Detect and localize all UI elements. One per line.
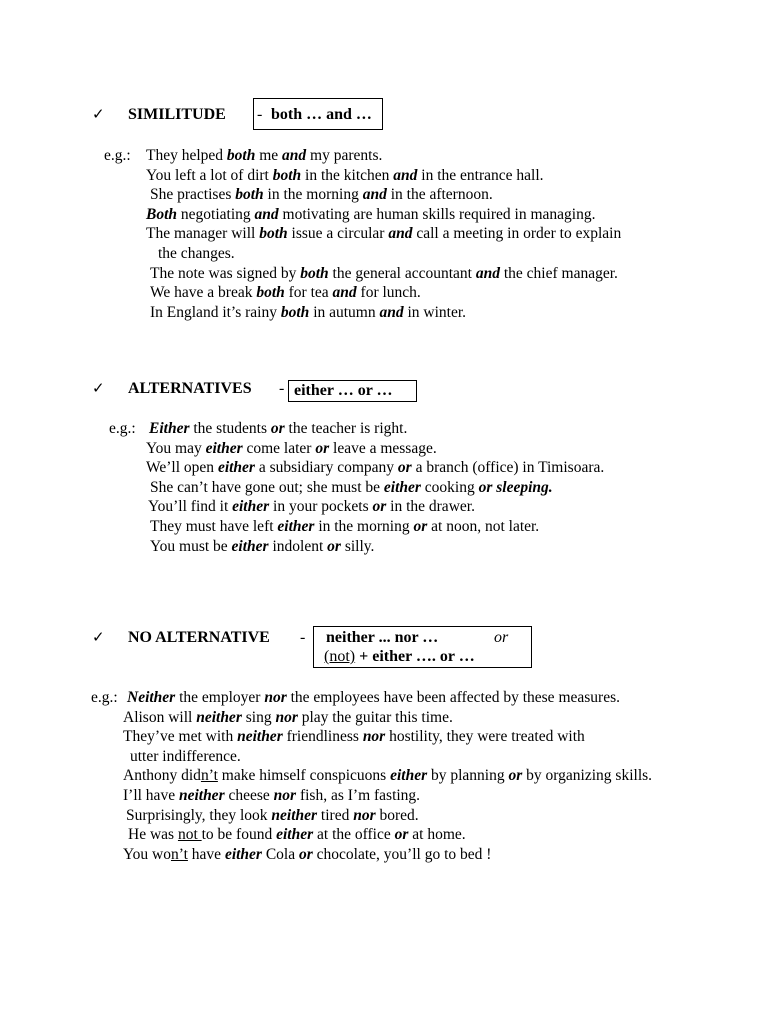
keyword-emphasis — [232, 538, 269, 555]
keyword-emphasis — [413, 518, 427, 535]
keyword: or — [372, 498, 387, 516]
keyword-emphasis — [196, 709, 242, 726]
example-text: hostility, they were treated with — [385, 728, 585, 746]
keyword: and — [282, 147, 307, 164]
keyword: and — [475, 264, 500, 282]
section-title-alternatives: ALTERNATIVES — [128, 380, 252, 397]
example-text: have — [187, 845, 225, 863]
example-text: They’ve met with — [123, 728, 238, 746]
keyword-emphasis — [398, 459, 412, 476]
keyword: nor — [362, 728, 386, 746]
pattern-not: (not) — [324, 648, 356, 665]
keyword-emphasis — [146, 206, 177, 223]
example-line — [146, 205, 595, 224]
keyword: and — [393, 166, 418, 184]
keyword: or sleeping. — [478, 478, 553, 496]
keyword: nor — [353, 806, 376, 824]
example-text: in the drawer. — [386, 498, 475, 516]
example-line — [123, 845, 491, 864]
keyword-emphasis — [264, 689, 286, 706]
keyword: and — [388, 225, 413, 243]
keyword-emphasis — [388, 225, 412, 242]
example-text: She can’t have gone out; she must be — [150, 478, 384, 496]
keyword: both — [280, 303, 310, 321]
keyword-emphasis — [476, 265, 500, 282]
keyword-emphasis — [479, 479, 553, 496]
example-text: You must be — [150, 537, 232, 555]
example-text: in your pockets — [269, 498, 373, 516]
keyword: either — [217, 459, 255, 477]
example-text: in the kitchen — [301, 166, 394, 184]
keyword-emphasis — [333, 284, 357, 301]
keyword: both — [226, 147, 256, 164]
example-text: make himself conspicuons — [217, 767, 391, 785]
keyword-emphasis — [218, 459, 255, 476]
keyword: either — [390, 767, 428, 785]
keyword-emphasis — [299, 846, 313, 863]
example-text: in the morning — [263, 186, 363, 204]
example-line — [150, 517, 539, 536]
example-text: me — [255, 147, 283, 164]
example-text: The manager will — [146, 225, 260, 243]
section-dash: - — [279, 380, 285, 397]
example-text: my parents. — [306, 147, 383, 164]
example-line — [146, 224, 621, 243]
keyword: both — [300, 264, 329, 282]
keyword-emphasis — [353, 807, 375, 824]
example-text: Alison will — [123, 708, 197, 726]
example-text: Surprisingly, they look — [126, 806, 272, 824]
example-text: negotiating — [177, 205, 255, 223]
keyword: or — [397, 459, 412, 477]
example-lead: e.g.: — [91, 689, 118, 706]
checkmark-icon: ✓ — [92, 628, 105, 646]
keyword: Either — [149, 420, 190, 437]
example-text: chocolate, you’ll go to bed ! — [312, 845, 492, 863]
keyword: and — [362, 186, 387, 204]
keyword-emphasis — [232, 498, 269, 515]
pattern-text: either … or … — [294, 382, 393, 399]
example-text: by planning — [427, 767, 509, 785]
example-text: for tea — [284, 284, 333, 302]
keyword-emphasis — [282, 147, 306, 164]
example-text: The note was signed by — [150, 264, 301, 282]
keyword-emphasis — [363, 728, 385, 745]
example-text: the students — [189, 420, 271, 437]
checkmark-icon: ✓ — [92, 379, 105, 397]
example-line — [149, 419, 407, 438]
keyword-emphasis — [390, 767, 427, 784]
keyword: either — [205, 439, 243, 457]
keyword-emphasis — [281, 304, 309, 321]
pattern-text: both … and … — [271, 106, 372, 123]
example-text: the changes. — [158, 245, 235, 262]
pattern-box-alternatives — [288, 380, 417, 402]
keyword: or — [270, 420, 285, 437]
example-text: issue a circular — [287, 225, 389, 243]
keyword: nor — [273, 787, 297, 804]
underlined-text: n’t — [170, 845, 188, 863]
keyword: neither — [178, 787, 225, 804]
example-text: Anthony did — [123, 767, 201, 785]
keyword-emphasis — [259, 225, 287, 242]
example-text: at home. — [408, 826, 466, 844]
example-text: call a meeting in order to explain — [412, 225, 622, 243]
keyword-emphasis — [372, 498, 386, 515]
example-text: the employer — [175, 689, 265, 706]
keyword: or — [327, 537, 341, 555]
keyword: either — [277, 518, 315, 535]
example-text: fish, as I’m fasting. — [296, 787, 421, 804]
keyword: neither — [271, 806, 318, 824]
keyword-emphasis — [127, 689, 175, 706]
pattern-box-no-alternative — [313, 626, 532, 668]
example-text: They helped — [146, 147, 227, 164]
example-text: come later — [242, 439, 316, 457]
underlined-text: not — [177, 826, 202, 844]
example-line — [127, 688, 620, 707]
underlined-text: n’t — [200, 767, 218, 785]
example-text: in the afternoon. — [386, 186, 493, 204]
keyword: or — [315, 439, 330, 457]
pattern-box-similitude — [253, 98, 383, 130]
keyword: nor — [275, 708, 298, 726]
keyword: both — [256, 284, 285, 302]
keyword-emphasis — [227, 147, 255, 164]
keyword-emphasis — [509, 767, 523, 784]
example-text: in winter. — [403, 303, 467, 321]
checkmark-icon: ✓ — [92, 105, 105, 123]
example-text: I’ll have — [123, 787, 179, 804]
example-line — [126, 806, 419, 825]
keyword-emphasis — [274, 787, 296, 804]
keyword: neither — [196, 708, 242, 726]
example-text: at the office — [313, 826, 395, 844]
keyword-emphasis — [149, 420, 189, 437]
example-text: bored. — [375, 806, 419, 824]
example-text: for lunch. — [356, 284, 421, 302]
example-text: indolent — [268, 537, 328, 555]
keyword-emphasis — [179, 787, 225, 804]
example-line — [146, 439, 437, 458]
keyword-emphasis — [206, 440, 243, 457]
pattern-line-2 — [324, 648, 475, 666]
example-text: tired — [317, 806, 354, 824]
keyword-emphasis — [235, 186, 263, 203]
example-line — [123, 766, 652, 785]
keyword-emphasis — [363, 186, 387, 203]
keyword: either — [232, 498, 270, 516]
example-text: the general accountant — [328, 264, 476, 282]
keyword: and — [379, 303, 404, 321]
example-text: friendliness — [282, 728, 363, 746]
example-line — [150, 303, 466, 322]
example-lead: e.g.: — [104, 147, 131, 164]
keyword: both — [272, 166, 302, 184]
pattern-text: neither ... nor … — [326, 629, 439, 646]
example-line — [148, 497, 475, 516]
keyword: either — [276, 826, 314, 844]
keyword-emphasis — [380, 304, 404, 321]
example-text: in the entrance hall. — [417, 166, 544, 184]
example-line — [150, 264, 618, 283]
example-text: In England it’s rainy — [150, 303, 281, 321]
example-text: by organizing skills. — [522, 767, 653, 785]
example-text: the chief manager. — [499, 264, 618, 282]
example-line — [150, 283, 421, 302]
example-line — [123, 708, 453, 727]
keyword-emphasis — [277, 518, 314, 535]
example-text: a subsidiary company — [254, 459, 398, 477]
section-dash: - — [300, 629, 306, 646]
keyword-emphasis — [300, 265, 328, 282]
keyword-emphasis — [395, 826, 409, 843]
example-text: You left a lot of dirt — [146, 166, 273, 184]
example-line — [146, 166, 544, 185]
keyword: Neither — [127, 689, 176, 706]
example-text: We have a break — [150, 284, 257, 302]
section-title-similitude: SIMILITUDE — [128, 106, 226, 123]
example-text: cheese — [224, 787, 274, 804]
example-text: a branch (office) in Timisoara. — [411, 459, 605, 477]
example-text: We’ll open — [146, 459, 218, 477]
keyword-emphasis — [327, 538, 341, 555]
example-text: motivating are human skills required in managing. — [278, 205, 596, 223]
example-text: utter indifference. — [130, 747, 241, 765]
example-text: They must have left — [150, 518, 278, 535]
example-line — [150, 537, 374, 556]
example-text: cooking — [420, 478, 479, 496]
example-text: You may — [146, 439, 206, 457]
example-line — [128, 825, 466, 844]
keyword-emphasis — [225, 846, 262, 863]
keyword-emphasis — [393, 167, 417, 184]
example-text: in the morning — [314, 518, 414, 535]
keyword: both — [259, 225, 288, 243]
example-line — [150, 478, 553, 497]
example-text: Cola — [261, 845, 299, 863]
pattern-or: or — [494, 629, 509, 646]
keyword: both — [235, 186, 264, 204]
keyword: and — [254, 205, 279, 223]
example-text: You wo — [123, 845, 171, 863]
section-dash: - — [257, 106, 263, 123]
keyword-emphasis — [315, 440, 329, 457]
keyword: either — [383, 478, 421, 496]
keyword: either — [224, 845, 262, 863]
keyword-emphasis — [271, 420, 285, 437]
keyword-emphasis — [256, 284, 284, 301]
keyword: Both — [146, 205, 178, 223]
keyword-emphasis — [384, 479, 421, 496]
example-text: She practises — [150, 186, 236, 204]
keyword: or — [508, 767, 523, 785]
example-line — [158, 244, 235, 263]
example-line — [123, 727, 585, 746]
keyword: or — [299, 845, 313, 863]
keyword: or — [413, 518, 428, 535]
keyword-emphasis — [273, 167, 301, 184]
example-text: the teacher is right. — [284, 420, 408, 437]
keyword-emphasis — [275, 709, 297, 726]
keyword: and — [332, 284, 357, 302]
example-text: You’ll find it — [148, 498, 233, 516]
keyword-emphasis — [255, 206, 279, 223]
section-title-no-alternative: NO ALTERNATIVE — [128, 629, 270, 646]
example-line — [146, 146, 382, 165]
example-text: silly. — [340, 537, 375, 555]
keyword-emphasis — [237, 728, 283, 745]
keyword: neither — [237, 728, 283, 746]
example-line — [146, 458, 604, 477]
example-text: play the guitar this time. — [297, 708, 453, 726]
keyword-emphasis — [271, 807, 317, 824]
pattern-rest: + either …. or … — [355, 648, 475, 665]
example-line — [150, 185, 493, 204]
example-line — [123, 786, 420, 805]
example-line — [130, 747, 241, 766]
example-text: He was — [128, 826, 178, 844]
example-text: the employees have been affected by these measures. — [286, 689, 620, 706]
keyword: nor — [264, 689, 287, 706]
keyword-emphasis — [276, 826, 313, 843]
example-text: leave a message. — [329, 439, 437, 457]
example-text: in autumn — [309, 303, 380, 321]
keyword: either — [231, 537, 269, 555]
example-lead: e.g.: — [109, 420, 136, 437]
example-text: at noon, not later. — [427, 518, 540, 535]
example-text: sing — [241, 708, 276, 726]
example-text: to be found — [201, 826, 277, 844]
keyword: or — [394, 826, 409, 844]
